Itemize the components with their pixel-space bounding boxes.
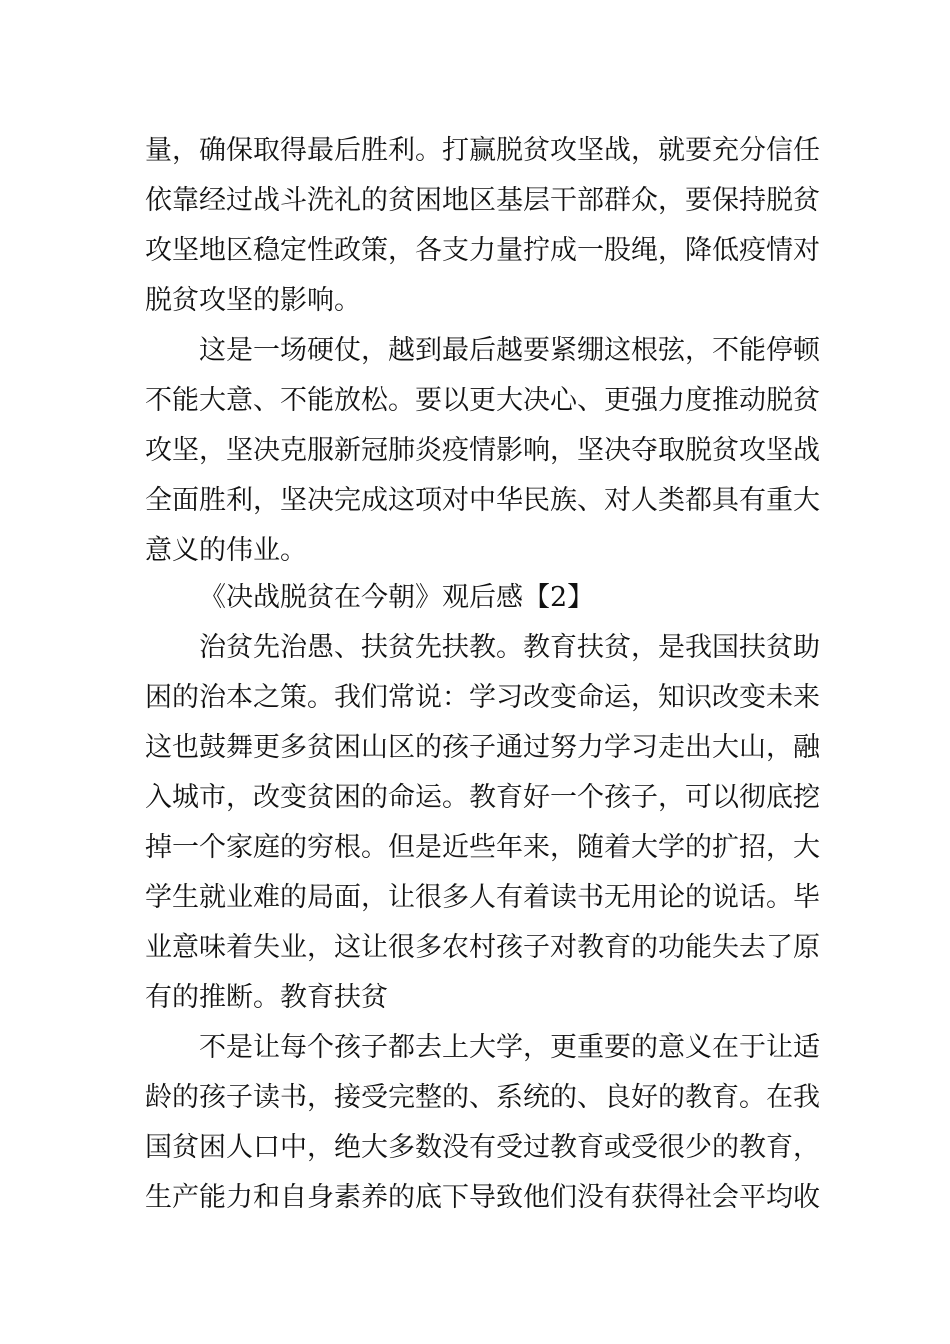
text-line: 依靠经过战斗洗礼的贫困地区基层干部群众，要保持脱贫 bbox=[145, 185, 820, 216]
text-line: 有的推断。教育扶贫 bbox=[145, 982, 388, 1013]
text-line: 量，确保取得最后胜利。打赢脱贫攻坚战，就要充分信任 bbox=[145, 135, 820, 166]
text-line: 攻坚地区稳定性政策，各支力量拧成一股绳，降低疫情对 bbox=[145, 235, 820, 266]
text-line: 脱贫攻坚的影响。 bbox=[145, 285, 361, 316]
text-line: 攻坚，坚决克服新冠肺炎疫情影响，坚决夺取脱贫攻坚战 bbox=[145, 435, 820, 466]
text-line: 这是一场硬仗，越到最后越要紧绷这根弦，不能停顿 bbox=[199, 335, 820, 366]
text-line: 入城市，改变贫困的命运。教育好一个孩子，可以彻底挖 bbox=[145, 782, 820, 813]
text-line: 掉一个家庭的穷根。但是近些年来，随着大学的扩招，大 bbox=[145, 832, 820, 863]
text-line: 龄的孩子读书，接受完整的、系统的、良好的教育。在我 bbox=[145, 1082, 820, 1113]
text-line: 困的治本之策。我们常说：学习改变命运，知识改变未来 bbox=[145, 682, 820, 713]
text-line: 不能大意、不能放松。要以更大决心、更强力度推动脱贫 bbox=[145, 385, 820, 416]
text-line: 全面胜利，坚决完成这项对中华民族、对人类都具有重大 bbox=[145, 485, 820, 516]
text-line: 不是让每个孩子都去上大学，更重要的意义在于让适 bbox=[199, 1032, 820, 1063]
text-line: 业意味着失业，这让很多农村孩子对教育的功能失去了原 bbox=[145, 932, 820, 963]
text-line: 生产能力和自身素养的底下导致他们没有获得社会平均收 bbox=[145, 1182, 820, 1213]
text-line: 这也鼓舞更多贫困山区的孩子通过努力学习走出大山，融 bbox=[145, 732, 820, 763]
text-line: 学生就业难的局面，让很多人有着读书无用论的说话。毕 bbox=[145, 882, 820, 913]
text-line: 治贫先治愚、扶贫先扶教。教育扶贫，是我国扶贫助 bbox=[199, 632, 820, 663]
section-heading: 《决战脱贫在今朝》观后感【2】 bbox=[199, 582, 595, 613]
text-line: 国贫困人口中，绝大多数没有受过教育或受很少的教育， bbox=[145, 1132, 820, 1163]
text-line: 意义的伟业。 bbox=[145, 535, 307, 566]
